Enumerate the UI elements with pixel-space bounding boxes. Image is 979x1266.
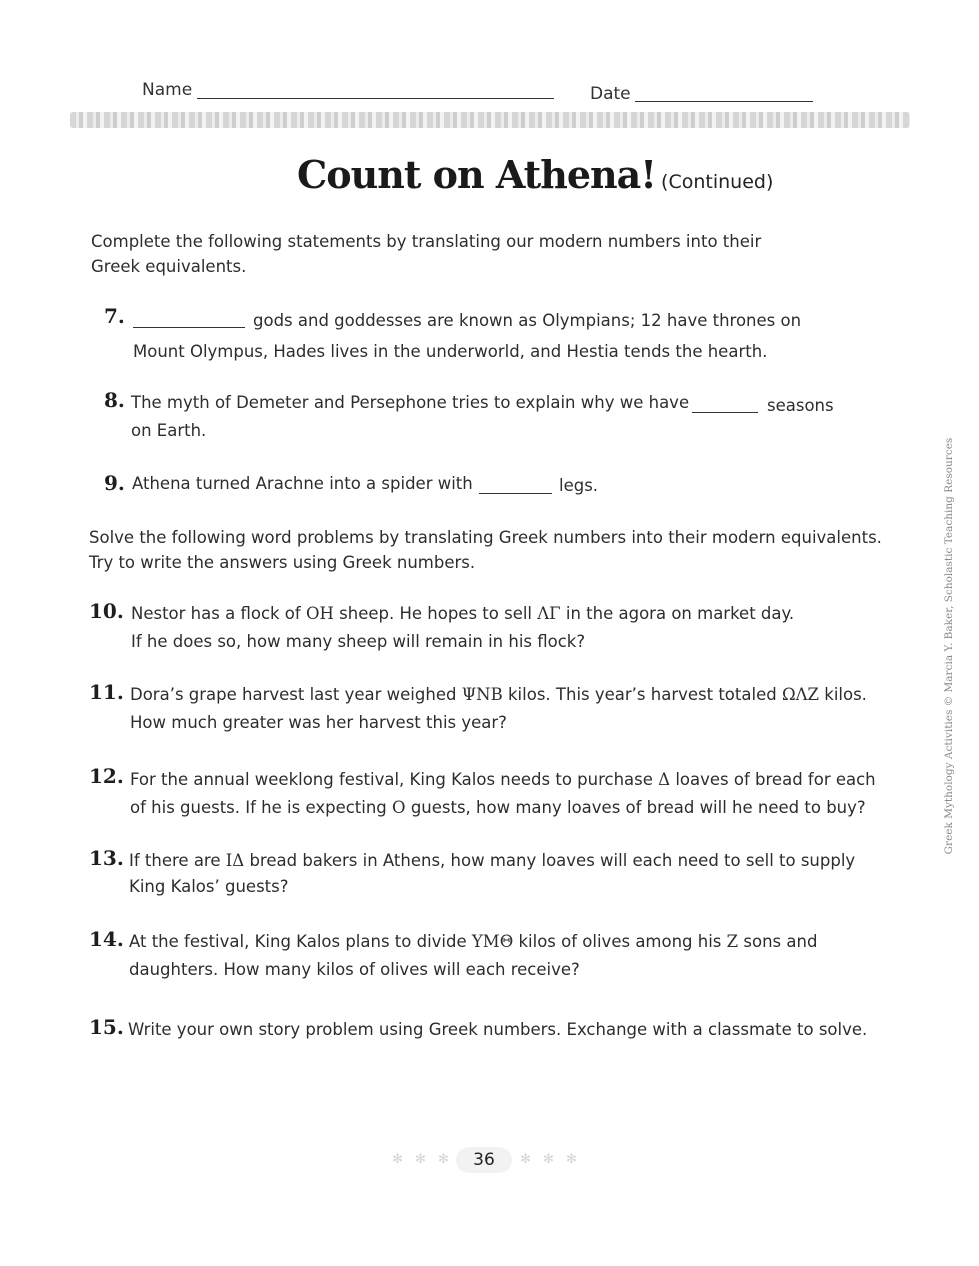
title-sub: (Continued) (661, 171, 774, 193)
copyright-sidebar: Greek Mythology Activities © Marcia Y. Baker, Scholastic Teaching Resources (943, 437, 955, 855)
q11-greek-2: ΩΛΖ (781, 685, 820, 704)
q13-text-a: If there are (129, 851, 221, 870)
q12-greek-1: Δ (658, 770, 671, 789)
question-8-number: 8. (104, 388, 125, 412)
question-14-line2: daughters. How many kilos of olives will each receive? (129, 960, 580, 979)
question-15-number: 15. (89, 1015, 124, 1039)
question-12-line1 (130, 770, 876, 789)
question-8-blank[interactable] (692, 411, 758, 413)
page-number: 36 (456, 1147, 512, 1173)
q12-text-d: guests, how many loaves of bread will he need to buy? (410, 798, 866, 817)
question-10-line2: If he does so, how many sheep will remain in his flock? (131, 632, 586, 651)
instructions-solve: Solve the following word problems by translating Greek numbers into their modern equivalents. Try to write the answers using Greek numbers. (89, 528, 882, 572)
name-line[interactable] (197, 98, 554, 99)
question-14-number: 14. (89, 927, 124, 951)
question-11-line1 (130, 685, 867, 704)
question-11-number: 11. (89, 680, 124, 704)
q10-greek-2: ΛΓ (537, 604, 561, 623)
question-13-line1 (129, 851, 855, 870)
question-12-number: 12. (89, 764, 124, 788)
question-7-number: 7. (104, 304, 125, 328)
instructions-translate: Complete the following statements by translating our modern numbers into their Greek equivalents. (91, 232, 762, 276)
page-decoration-right: ✻ ✻ ✻ (520, 1152, 581, 1167)
question-15-line1: Write your own story problem using Greek numbers. Exchange with a classmate to solve. (128, 1020, 868, 1039)
q12-text-b: loaves of bread for each (675, 770, 876, 789)
q10-text-c: in the agora on market day. (565, 604, 795, 623)
question-9-legs: legs. (559, 476, 599, 495)
date-line[interactable] (635, 101, 813, 102)
question-9-text: Athena turned Arachne into a spider with (132, 474, 473, 493)
question-7-line2: Mount Olympus, Hades lives in the underworld, and Hestia tends the hearth. (133, 342, 768, 361)
q11-text-c: kilos. (824, 685, 867, 704)
q10-greek-1: ΟΗ (305, 604, 334, 623)
question-13-line2: King Kalos’ guests? (129, 877, 289, 896)
decorative-band (70, 112, 910, 128)
question-10-number: 10. (89, 599, 124, 623)
q12-greek-2: Ο (392, 798, 406, 817)
q10-text-a: Nestor has a flock of (131, 604, 301, 623)
title-main: Count on Athena! (297, 152, 656, 197)
q14-text-b: kilos of olives among his (518, 932, 722, 951)
question-9-number: 9. (104, 471, 125, 495)
question-11-line2: How much greater was her harvest this year? (130, 713, 507, 732)
q13-greek-1: ΙΔ (225, 851, 245, 870)
question-7-blank[interactable] (133, 326, 245, 328)
name-label: Name (142, 80, 193, 100)
question-9-blank[interactable] (479, 492, 552, 494)
q12-text-c: of his guests. If he is expecting (130, 798, 387, 817)
question-8-seasons: seasons (767, 396, 834, 415)
date-label: Date (590, 84, 631, 104)
q11-text-a: Dora’s grape harvest last year weighed (130, 685, 457, 704)
q10-text-b: sheep. He hopes to sell (339, 604, 533, 623)
page-decoration-left: ✻ ✻ ✻ (392, 1152, 453, 1167)
q14-greek-2: Ζ (726, 932, 739, 951)
q11-greek-1: ΨΝΒ (461, 685, 503, 704)
q11-text-b: kilos. This year’s harvest totaled (508, 685, 777, 704)
q14-greek-1: ΥΜΘ (471, 932, 514, 951)
question-14-line1 (129, 932, 817, 951)
page-title (297, 152, 773, 197)
question-8-line2: on Earth. (131, 421, 207, 440)
question-13-number: 13. (89, 846, 124, 870)
question-12-line2 (130, 798, 866, 817)
question-8-text: The myth of Demeter and Persephone tries to explain why we have (131, 393, 690, 412)
q13-text-b: bread bakers in Athens, how many loaves will each need to sell to supply (249, 851, 856, 870)
q14-text-c: sons and (743, 932, 818, 951)
question-10-line1 (131, 604, 794, 623)
q14-text-a: At the festival, King Kalos plans to divide (129, 932, 467, 951)
question-7-line1: gods and goddesses are known as Olympians; 12 have thrones on (253, 311, 802, 330)
q12-text-a: For the annual weeklong festival, King Kalos needs to purchase (130, 770, 653, 789)
